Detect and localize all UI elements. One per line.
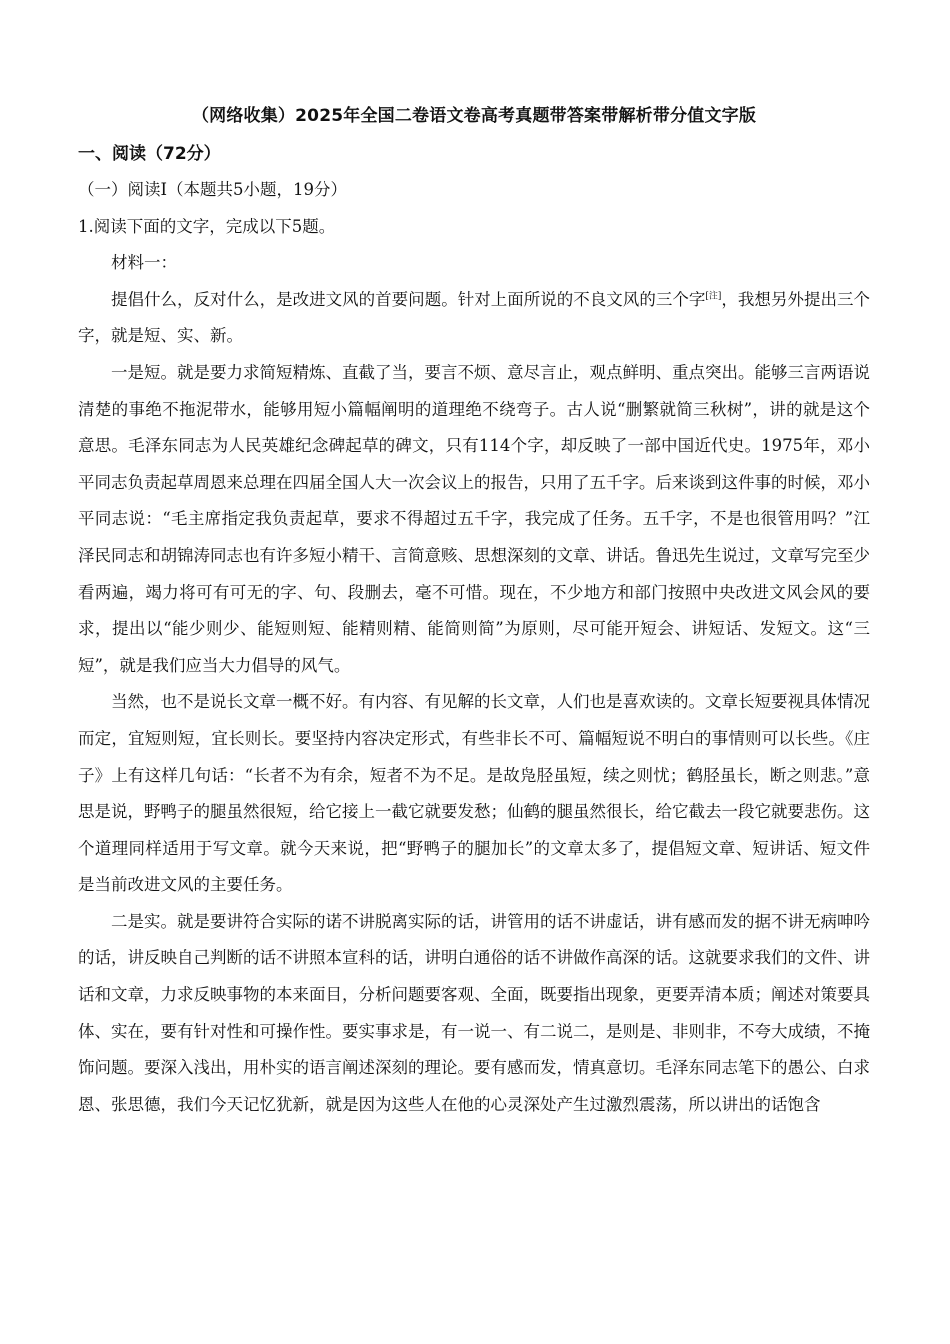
document-page [78, 104, 870, 1123]
material-label: 材料一： [111, 253, 177, 273]
footnote-marker: [注] [705, 291, 722, 302]
question-prompt: 1.阅读下面的文字，完成以下5题。 [78, 216, 336, 236]
paragraph-length: 当然，也不是说长文章一概不好。有内容、有见解的长文章，人们也是喜欢读的。文章长短要视具体情况而定，宜短则短，宜长则长。要坚持内容决定形式，有些非长不可、篇幅短说不明白的事情则可以长些。《庄子》上有这样几句话：“长者不为有余，短者不为不足。是故凫胫虽短，续之则忧；鹤胫虽长，断之则悲。”意思是说，野鸭子的腿虽然很短，给它接上一截它就要发愁；仙鹤的腿虽然很长，给它截去一段它就要悲伤。这个道理同样适用于写文章。就今天来说，把“野鸭子的腿加长”的文章太多了，提倡短文章、短讲话、短文件是当前改进文风的主要任务。 [78, 692, 870, 895]
document-title: （网络收集）2025年全国二卷语文卷高考真题带答案带解析带分值文字版 [191, 106, 757, 126]
paragraph-intro-text-1: 提倡什么，反对什么，是改进文风的首要问题。针对上面所说的不良文风的三个字 [111, 289, 706, 309]
paragraph-substance: 二是实。就是要讲符合实际的诺不讲脱离实际的话，讲管用的话不讲虚话，讲有感而发的据不讲无病呻吟的话，讲反映自己判断的话不讲照本宣科的话，讲明白通俗的话不讲做作高深的话。这就要求我们的文件、讲话和文章，力求反映事物的本来面目，分析问题要客观、全面，既要指出现象，更要弄清本质；阐述对策要具体、实在，要有针对性和可操作性。要实事求是，有一说一、有二说二，是则是、非则非，不夸大成绩，不掩饰问题。要深入浅出，用朴实的语言阐述深刻的理论。要有感而发，情真意切。毛泽东同志笔下的愚公、白求恩、张思德，我们今天记忆犹新，就是因为这些人在他的心灵深处产生过激烈震荡，所以讲出的话饱含 [78, 911, 870, 1114]
paragraph-intro [78, 282, 870, 355]
paragraph-short: 一是短。就是要力求简短精炼、直截了当，要言不烦、意尽言止，观点鲜明、重点突出。能够三言两语说清楚的事绝不拖泥带水，能够用短小篇幅阐明的道理绝不绕弯子。古人说“删繁就简三秋树”，讲的就是这个意思。毛泽东同志为人民英雄纪念碑起草的碑文，只有114个字，却反映了一部中国近代史。1975年，邓小平同志负责起草周恩来总理在四届全国人大一次会议上的报告，只用了五千字。后来谈到这件事的时候，邓小平同志说：“毛主席指定我负责起草，要求不得超过五千字，我完成了任务。五千字，不是也很管用吗？”江泽民同志和胡锦涛同志也有许多短小精干、言简意赅、思想深刻的文章、讲话。鲁迅先生说过，文章写完至少看两遍，竭力将可有可无的字、句、段删去，毫不可惜。现在，不少地方和部门按照中央改进文风会风的要求，提出以“能少则少、能短则短、能精则精、能简则简”为原则，尽可能开短会、讲短话、发短文。这“三短”，就是我们应当大力倡导的风气。 [78, 362, 870, 675]
subsection-heading: （一）阅读Ⅰ（本题共5小题，19分） [78, 180, 348, 199]
paragraph-intro-text-2: ，我想另外提出三个字，就是短、实、新。 [78, 289, 870, 346]
section-heading: 一、阅读（72分） [78, 144, 221, 164]
